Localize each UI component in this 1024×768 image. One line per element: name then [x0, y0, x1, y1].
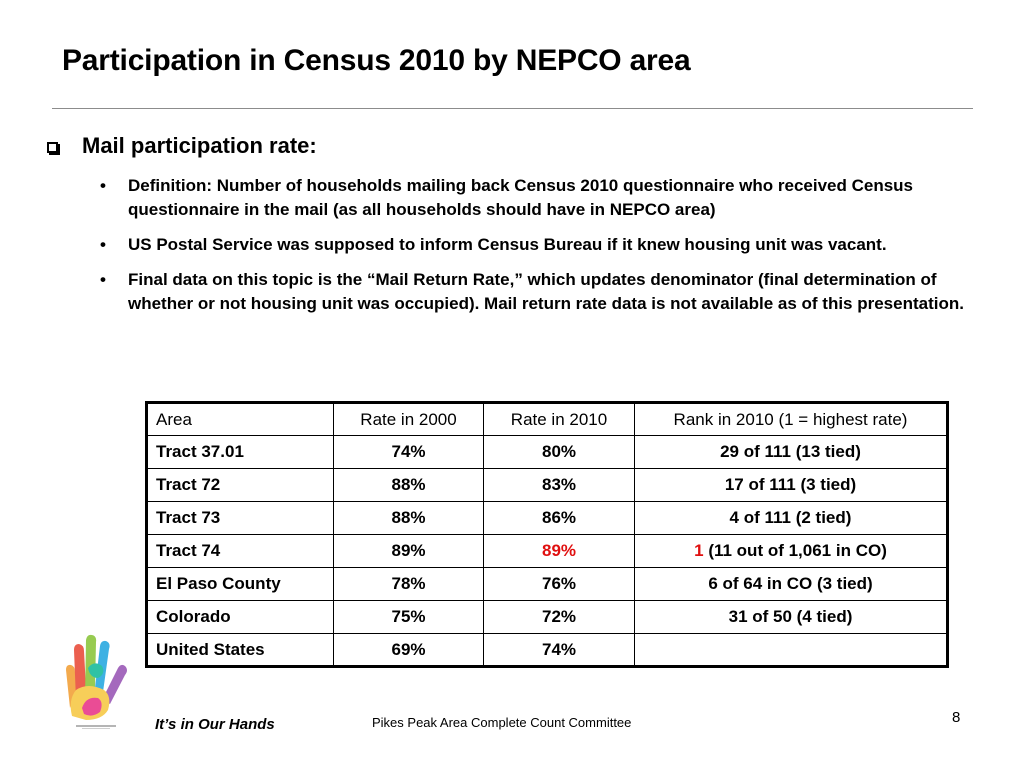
table-row: [147, 535, 948, 568]
cell-area: United States: [147, 634, 334, 667]
cell-rate-2000: 75%: [334, 601, 484, 634]
colorful-hand-logo-icon: [58, 630, 138, 720]
checkbox-bullet-icon: [47, 142, 58, 153]
footer-tagline: It’s in Our Hands: [155, 716, 275, 733]
cell-rate-2000: 78%: [334, 568, 484, 601]
bullet-dot: •: [100, 176, 106, 195]
footer-organization: Pikes Peak Area Complete Count Committee: [372, 715, 632, 730]
header-rate-2010: Rate in 2010: [484, 403, 635, 436]
cell-rate-2000: 69%: [334, 634, 484, 667]
bullet-dot: •: [100, 235, 106, 254]
cell-rate-2010: 86%: [484, 502, 635, 535]
title-divider: [52, 108, 973, 109]
bullet-list: [100, 174, 980, 327]
section-heading-row: [47, 133, 317, 159]
rank-rest: (11 out of 1,061 in CO): [703, 541, 887, 560]
participation-table: [145, 401, 949, 668]
cell-rank: 29 of 111 (13 tied): [635, 436, 948, 469]
bullet-item: [100, 233, 980, 257]
page-number: 8: [952, 709, 961, 726]
cell-area: El Paso County: [147, 568, 334, 601]
bullet-item: [100, 268, 980, 316]
cell-rate-2010: 83%: [484, 469, 635, 502]
header-area: Area: [147, 403, 334, 436]
header-rank-2010: Rank in 2010 (1 = highest rate): [635, 403, 948, 436]
logo-caption-graphic: [76, 724, 116, 730]
bullet-item: [100, 174, 980, 222]
cell-area: Tract 74: [147, 535, 334, 568]
cell-rate-2000: 88%: [334, 469, 484, 502]
table-row: [147, 601, 948, 634]
cell-rate-2010: 74%: [484, 634, 635, 667]
cell-rank: 31 of 50 (4 tied): [635, 601, 948, 634]
cell-rate-2010: 76%: [484, 568, 635, 601]
table-row: [147, 568, 948, 601]
cell-rate-2000: 74%: [334, 436, 484, 469]
slide-title: Participation in Census 2010 by NEPCO area: [62, 44, 691, 77]
cell-rate-2010: 80%: [484, 436, 635, 469]
cell-rank: 17 of 111 (3 tied): [635, 469, 948, 502]
bullet-text: US Postal Service was supposed to inform Census Bureau if it knew housing unit was vacant.: [128, 235, 887, 254]
cell-rate-2000: 89%: [334, 535, 484, 568]
cell-rank: 6 of 64 in CO (3 tied): [635, 568, 948, 601]
cell-rate-2000: 88%: [334, 502, 484, 535]
cell-rate-2010: 72%: [484, 601, 635, 634]
cell-rank: [635, 535, 948, 568]
header-rate-2000: Rate in 2000: [334, 403, 484, 436]
cell-area: Tract 72: [147, 469, 334, 502]
table-row: [147, 502, 948, 535]
table-header-row: [147, 403, 948, 436]
rank-highlight: 1: [694, 541, 704, 560]
cell-rank: 4 of 111 (2 tied): [635, 502, 948, 535]
bullet-text: Definition: Number of households mailing back Census 2010 questionnaire who received Census questionnaire in the mail (as all households should have in NEPCO area): [128, 176, 914, 219]
cell-rate-2010-highlight: 89%: [484, 535, 635, 568]
cell-area: Colorado: [147, 601, 334, 634]
table-row: [147, 634, 948, 667]
table-row: [147, 436, 948, 469]
cell-area: Tract 73: [147, 502, 334, 535]
cell-rank: [635, 634, 948, 667]
bullet-dot: •: [100, 270, 106, 289]
cell-area: Tract 37.01: [147, 436, 334, 469]
table-row: [147, 469, 948, 502]
section-heading: Mail participation rate:: [82, 133, 317, 158]
bullet-text: Final data on this topic is the “Mail Return Rate,” which updates denominator (final determination of whether or not housing unit was occupied). Mail return rate data is not available as of this presentation.: [128, 270, 964, 313]
